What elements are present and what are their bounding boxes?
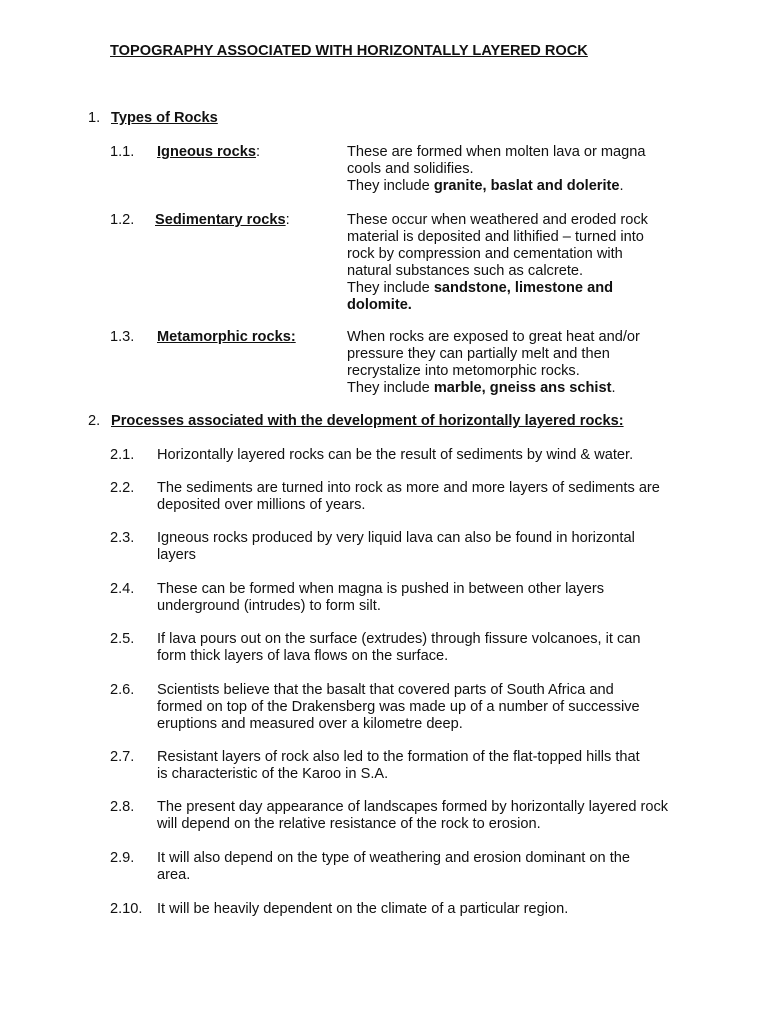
section-2-heading: Processes associated with the development of horizontally layered rocks: — [111, 413, 624, 429]
list-item-text: Igneous rocks produced by very liquid lava can also be found in horizontal layers — [157, 530, 635, 563]
rock-item-number: 1.2. — [110, 212, 135, 228]
rock-include-list: marble, gneiss ans schist — [433, 380, 612, 396]
rock-name-suffix: : — [290, 329, 296, 345]
list-item-number: 2.4. — [110, 581, 135, 597]
rock-item-name — [157, 329, 296, 346]
list-item-number: 2.6. — [110, 682, 135, 698]
rock-desc-text: When rocks are exposed to great heat and/or pressure they can partially melt and then recrystalize into metomorphic rocks. — [347, 329, 640, 379]
rock-include-suffix: . — [611, 380, 616, 396]
rock-name-suffix: : — [285, 212, 290, 228]
rock-name-label: Sedimentary rocks — [155, 212, 286, 228]
rock-name-suffix: : — [255, 144, 261, 160]
list-item-number: 2.3. — [110, 530, 135, 546]
rock-include-prefix: They include — [347, 380, 434, 396]
list-item-text: Scientists believe that the basalt that covered parts of South Africa and formed on top of the Drakensberg was made up of a number of successive eruptions and measured over a kilometre deep. — [157, 682, 640, 732]
rock-desc-text: These are formed when molten lava or magna cools and solidifies. — [347, 144, 646, 177]
list-item-number: 2.5. — [110, 631, 135, 647]
rock-item-number: 1.3. — [110, 329, 135, 345]
list-item-number: 2.1. — [110, 447, 135, 463]
rock-desc-text: These occur when weathered and eroded rock material is deposited and lithified – turned into rock by compression and cementation with natural substances such as calcrete. — [347, 212, 648, 279]
list-item-number: 2.8. — [110, 799, 135, 815]
rock-name-label: Igneous rocks — [157, 144, 256, 160]
page-title: TOPOGRAPHY ASSOCIATED WITH HORIZONTALLY LAYERED ROCK — [110, 43, 588, 59]
section-1-heading: Types of Rocks — [111, 110, 218, 126]
list-item-text: It will be heavily dependent on the climate of a particular region. — [157, 901, 569, 917]
list-item-number: 2.10. — [110, 901, 143, 917]
rock-item-name — [157, 144, 260, 161]
rock-item-number: 1.1. — [110, 144, 135, 160]
rock-item-description — [347, 329, 667, 397]
rock-item-description — [347, 144, 667, 195]
rock-include-prefix: They include — [347, 280, 434, 296]
section-1-number: 1. — [88, 110, 101, 126]
list-item-text: The sediments are turned into rock as more and more layers of sediments are deposited over millions of years. — [157, 480, 660, 513]
list-item-number: 2.9. — [110, 850, 135, 866]
rock-include-list: granite, baslat and dolerite — [433, 178, 620, 194]
list-item-text: If lava pours out on the surface (extrudes) through fissure volcanoes, it can form thick layers of lava flows on the surface. — [157, 631, 641, 664]
list-item-text: Resistant layers of rock also led to the formation of the flat-topped hills that is characteristic of the Karoo in S.A. — [157, 749, 640, 782]
rock-include-list: sandstone, limestone and dolomite. — [347, 280, 614, 313]
rock-include-suffix: . — [619, 178, 624, 194]
section-2-number: 2. — [88, 413, 101, 429]
list-item-text: These can be formed when magna is pushed in between other layers underground (intrudes) to form silt. — [157, 581, 604, 614]
rock-item-description — [347, 212, 667, 314]
list-item-text: Horizontally layered rocks can be the result of sediments by wind & water. — [157, 447, 634, 463]
list-item-number: 2.7. — [110, 749, 135, 765]
rock-include-prefix: They include — [347, 178, 434, 194]
list-item-number: 2.2. — [110, 480, 135, 496]
rock-item-name — [155, 212, 290, 229]
rock-name-label: Metamorphic rocks — [157, 329, 291, 345]
list-item-text: It will also depend on the type of weathering and erosion dominant on the area. — [157, 850, 630, 883]
list-item-text: The present day appearance of landscapes formed by horizontally layered rock will depend on the relative resistance of the rock to erosion. — [157, 799, 669, 832]
